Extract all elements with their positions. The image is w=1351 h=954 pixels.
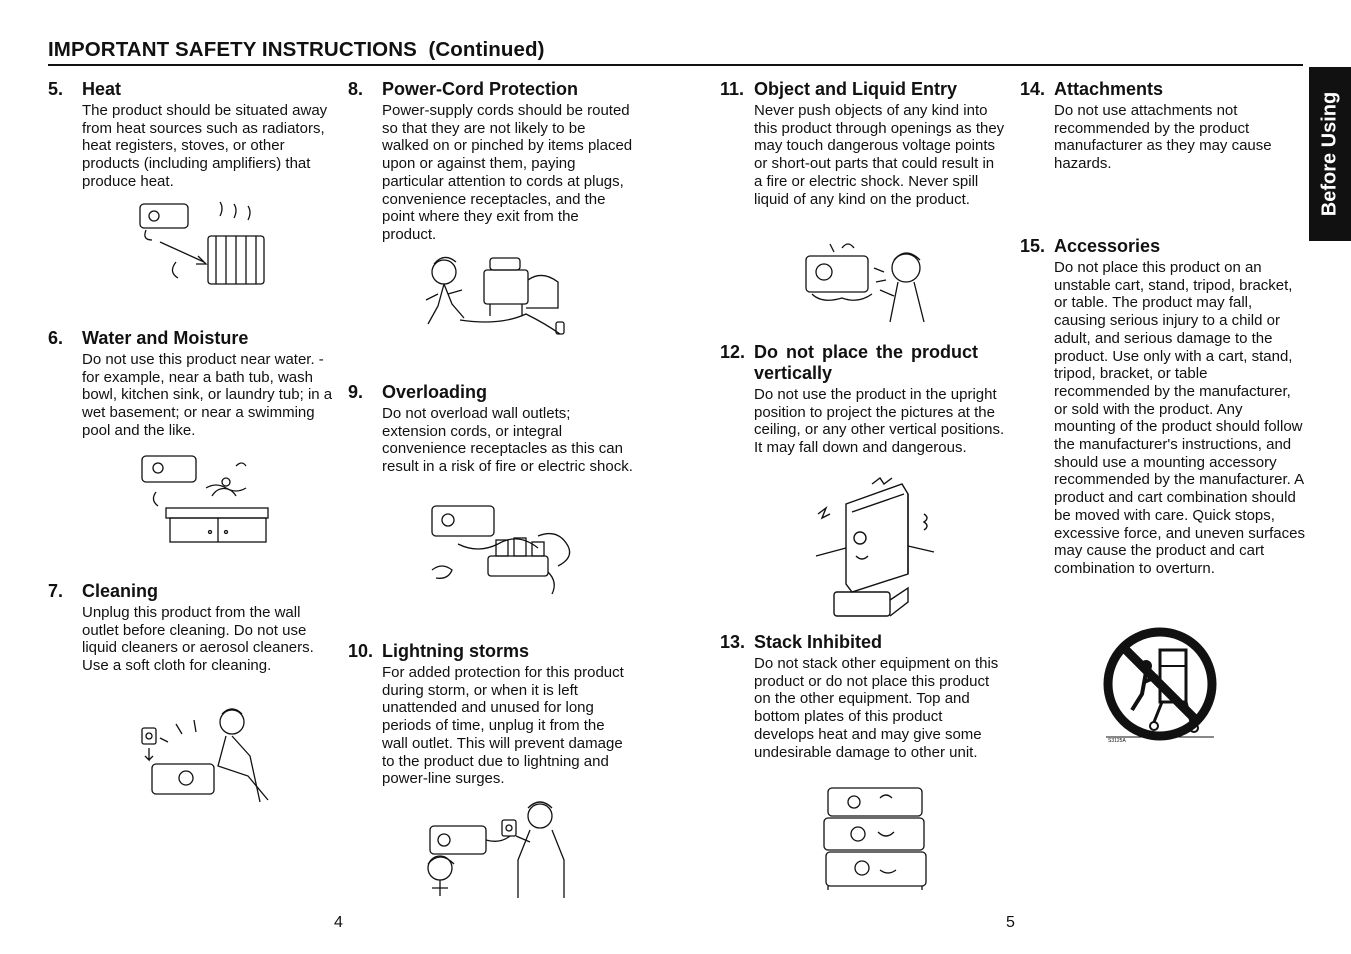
cleaning-illustration [136, 702, 272, 804]
section-stack [720, 632, 1005, 761]
section-title: Power-Cord Protection [382, 79, 579, 99]
section-title: Water and Moisture [82, 328, 249, 348]
section-body: Power-supply cords should be routed so that they are not likely to be walked on or pinched by items placed upon or against them, paying particular attention to cords at plugs, convenience receptacles, and the point where they exit from the product. [382, 102, 633, 243]
section-body: Do not place this product on an unstable cart, stand, tripod, bracket, or table. The product may fall, causing serious injury to a child or adult, and serious damage to the product. Use only with a cart, stand, tripod, bracket, or table recommended by the manufacturer, or sold with the product. Any mounting of the product should follow the manufacturer's instructions, and should use a mounting accessory recommended by the manufacturer. A product and cart combination should be moved with care. Quick stops, excessive force, and uneven surfaces may cause the product and cart combination to overturn. [1054, 259, 1305, 577]
section-title: Lightning storms [382, 641, 529, 661]
section-water-moisture [48, 328, 333, 440]
section-number: 8. [348, 79, 364, 99]
section-body: Unplug this product from the wall outlet before cleaning. Do not use liquid cleaners or aerosol cleaners. Use a soft cloth for cleaning. [82, 604, 314, 675]
section-vertical [720, 342, 1005, 457]
section-body: Do not use this product near water. - for example, near a bath tub, wash bowl, kitchen sink, or laundry tub; in a wet basement; or near a swimming pool and the like. [82, 351, 333, 439]
power-cord-illustration [420, 250, 568, 342]
lightning-illustration [424, 796, 574, 900]
overloading-illustration [428, 500, 578, 600]
section-object-liquid [720, 79, 1005, 208]
section-number: 12. [720, 342, 746, 362]
section-cleaning [48, 581, 333, 675]
section-heat [48, 79, 333, 191]
section-title: Overloading [382, 382, 488, 402]
heat-illustration [136, 198, 272, 290]
section-number: 6. [48, 328, 64, 348]
section-body: For added protection for this product during storm, or when it is left unattended and unused for long periods of time, unplug it from the wall outlet. This will prevent damage to the product due to lightning and power-line surges. [382, 664, 624, 788]
section-number: 9. [348, 382, 364, 402]
section-number: 7. [48, 581, 64, 601]
section-title: Object and Liquid Entry [754, 79, 958, 99]
section-title: Cleaning [82, 581, 159, 601]
page-number-left: 4 [334, 914, 343, 931]
section-title: Attachments [1054, 79, 1164, 99]
side-tab [1309, 67, 1351, 241]
cart-code: S3125A [1108, 738, 1126, 744]
section-number: 10. [348, 641, 374, 661]
section-number: 13. [720, 632, 746, 652]
section-number: 15. [1020, 236, 1046, 256]
vertical-illustration [798, 474, 946, 622]
header-rule [48, 64, 1303, 66]
section-attachments [1020, 79, 1305, 173]
section-title: Stack Inhibited [754, 632, 883, 652]
object-liquid-illustration [802, 238, 940, 328]
section-number: 11. [720, 79, 745, 99]
section-lightning [348, 641, 633, 788]
water-illustration [136, 452, 272, 544]
section-number: 5. [48, 79, 64, 99]
side-tab-label: Before Using [1318, 91, 1341, 217]
page-title: IMPORTANT SAFETY INSTRUCTIONS (Continued) [48, 38, 545, 61]
section-body: Do not stack other equipment on this product or do not place this product on the other equipment. Top and bottom plates of this product develops heat and may give some undesirable damage to other unit. [754, 655, 999, 761]
section-body: Do not use the product in the upright position to project the pictures at the ceiling, or any other vertical positions. It may fall down and dangerous. [754, 386, 1005, 457]
section-title: Accessories [1054, 236, 1161, 256]
section-power-cord [348, 79, 633, 244]
cart-warning-illustration [1102, 626, 1218, 746]
section-body: Do not overload wall outlets; extension cords, or integral convenience receptacles as this can result in a risk of fire or electric shock. [382, 405, 633, 476]
section-body: Never push objects of any kind into this product through openings as they may touch dangerous voltage points or short-out parts that could result in a fire or electric shock. Never spill liquid of any kind on the product. [754, 102, 1005, 208]
section-title: Do not place the product vertically [754, 342, 979, 383]
section-body: The product should be situated away from heat sources such as radiators, heat registers, stoves, or other products (including amplifiers) that produce heat. [82, 102, 328, 190]
page-number-right: 5 [1006, 914, 1015, 931]
section-accessories [1020, 236, 1305, 578]
section-overloading [348, 382, 633, 476]
stack-illustration [818, 784, 938, 892]
section-number: 14. [1020, 79, 1046, 99]
section-title: Heat [82, 79, 122, 99]
section-body: Do not use attachments not recommended by the product manufacturer as they may cause hazards. [1054, 102, 1272, 173]
